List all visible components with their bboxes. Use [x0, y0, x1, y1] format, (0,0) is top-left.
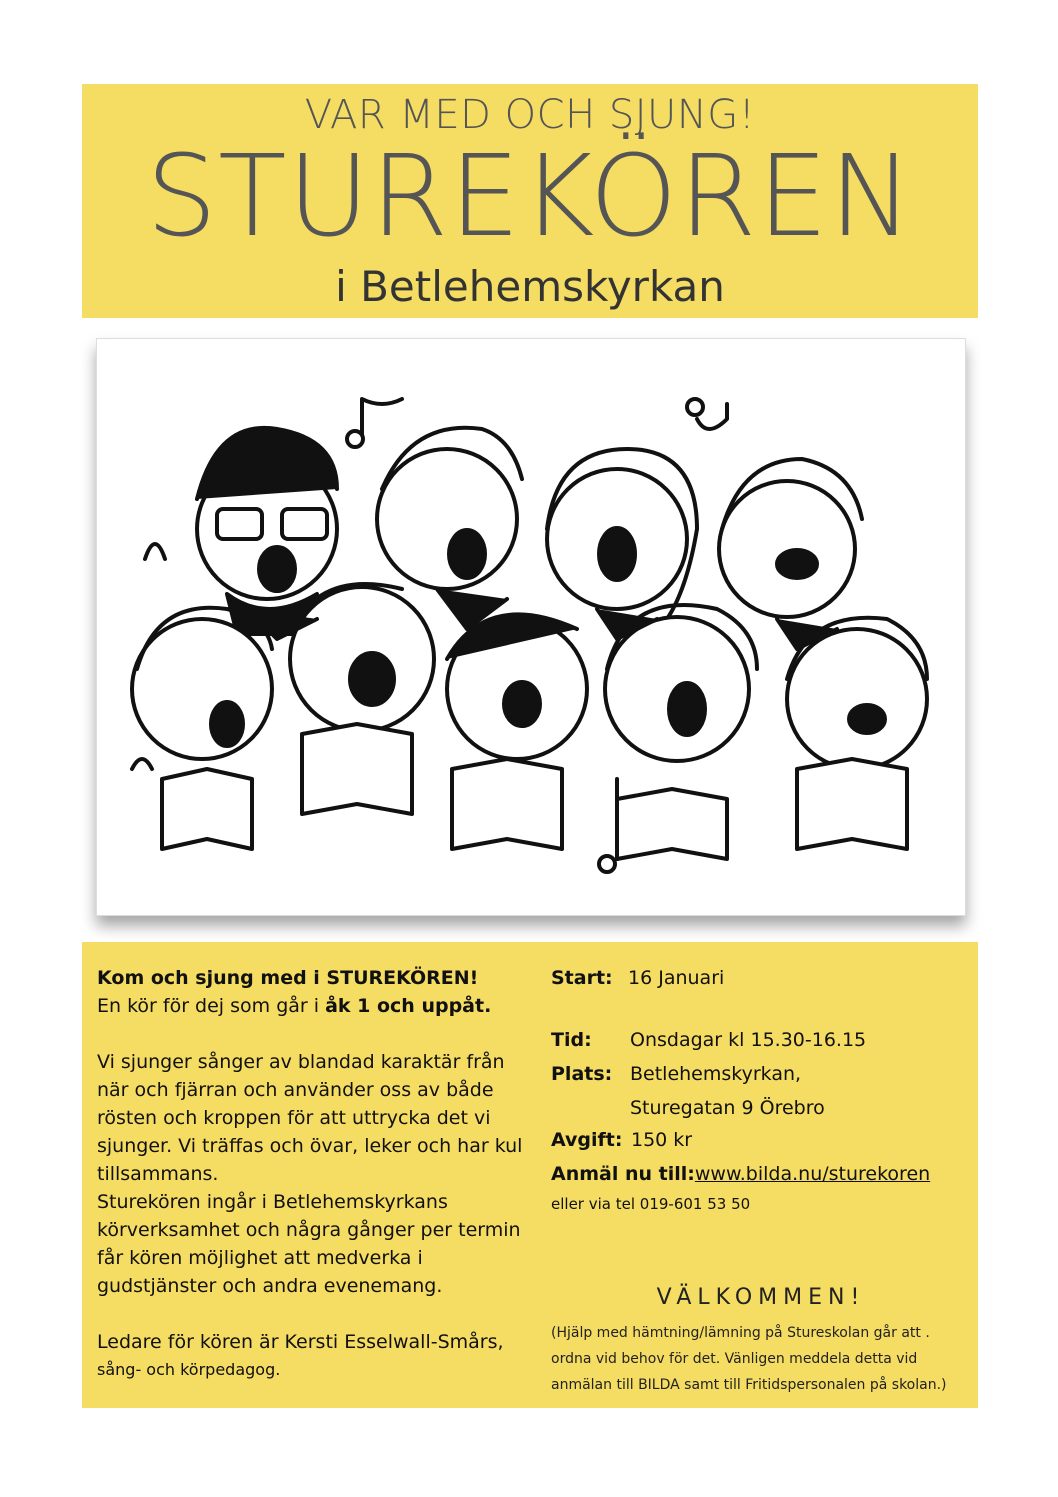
- choir-children-singing-icon: [97, 339, 965, 915]
- description-paragraph-2: Sturekören ingår i Betlehemskyrkans körverksamhet och några gånger per termin får kören möjlighet att medverka i gudstjänster och andra evenemang.: [97, 1191, 521, 1297]
- start-label: Start:: [551, 967, 613, 989]
- welcome-text: VÄLKOMMEN!: [656, 1285, 866, 1310]
- description-paragraph-1: Vi sjunger sånger av blandad karaktär från när och fjärran och använder oss av både rösten och kroppen för att uttrycka det vi sjunger. Vi träffas och övar, leker och har kul tillsammans.: [97, 1051, 523, 1185]
- pickup-note: (Hjälp med hämtning/lämning på Stureskolan går att . ordna vid behov för det. Vänligen meddela detta vid anmälan till BILDA samt till Fritidspersonalen på skolan.): [551, 1325, 947, 1393]
- leader-title: sång- och körpedagog.: [97, 1360, 281, 1379]
- page-subtitle: i Betlehemskyrkan: [335, 262, 725, 311]
- signup-label: Anmäl nu till:: [551, 1163, 695, 1185]
- page-title: STUREKÖREN: [146, 132, 914, 262]
- description-column: [97, 964, 527, 1384]
- fee-value: 150 kr: [631, 1129, 693, 1151]
- info-panel: [82, 942, 978, 1408]
- leader-text: Ledare för kören är Kersti Esselwall-Smårs,: [97, 1331, 504, 1353]
- time-value: Onsdagar kl 15.30-16.15: [630, 1029, 867, 1051]
- fee-label: Avgift:: [551, 1129, 623, 1151]
- grade-requirement: åk 1 och uppåt.: [325, 995, 492, 1017]
- choir-illustration: [96, 338, 966, 916]
- place-label: Plats:: [551, 1063, 613, 1085]
- phone-text: eller via tel 019-601 53 50: [551, 1195, 751, 1213]
- time-label: Tid:: [551, 1029, 592, 1051]
- intro-heading: Kom och sjung med i STUREKÖREN!: [97, 967, 479, 989]
- place-value-1: Betlehemskyrkan,: [630, 1063, 802, 1085]
- intro-text: En kör för dej som går i: [97, 995, 326, 1017]
- start-value: 16 Januari: [628, 967, 725, 989]
- signup-link[interactable]: www.bilda.nu/sturekoren: [694, 1163, 931, 1185]
- header-kicker: VAR MED OCH SJUNG!: [304, 92, 756, 138]
- place-value-2: Sturegatan 9 Örebro: [630, 1097, 825, 1119]
- header-banner: [82, 84, 978, 318]
